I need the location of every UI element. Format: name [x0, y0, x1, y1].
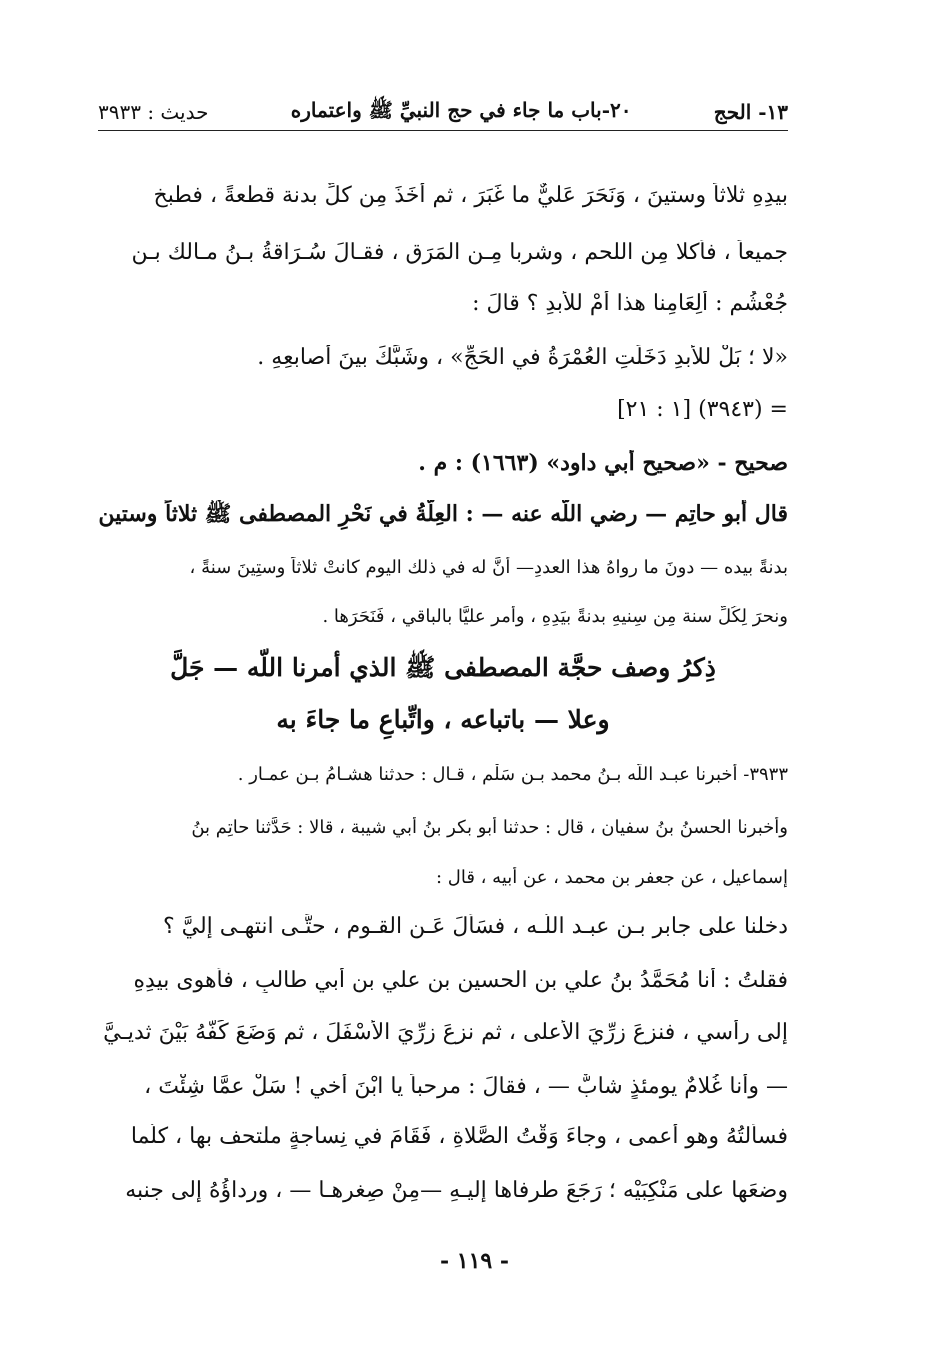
reference-line: = (٣٩٤٣) [١ : ٢١] — [617, 397, 788, 422]
chapter-title: ٢٠-باب ما جاء في حج النبيِّ ﷺ واعتماره — [290, 97, 632, 122]
section-title: وعلا — باتباعه ، واتِّباعِ ما جاءَ به — [276, 705, 610, 734]
grading-line: صحيح - «صحيح أبي داود» (١٦٦٣) : م . — [418, 450, 788, 476]
hadith-number: حديث : ٣٩٣٣ — [98, 100, 209, 124]
commentary-line: قال أبو حاتِم — رضي اللّه عنه — : العِلَّةُ في نَحْرِ المصطفى ﷺ ثلاثاً وستين — [98, 501, 788, 527]
section-title: ذِكرُ وصف حجَّة المصطفى ﷺ الذي أمرنا اللّه — جَلَّ — [170, 653, 716, 682]
running-header — [98, 94, 788, 131]
text-line: «لا ؛ بَلْ للأبدِ دَخَلَتِ العُمْرَةُ في الحَجِّ» ، وشَبَّكَ بينَ أصابعِهِ . — [257, 345, 788, 370]
commentary-line: ونحرَ لِكُلِّ سنة مِن سِنيهِ بدنةً بيَدِهِ ، وأمر عليًّا بالباقي ، فَنَحَرَها . — [322, 606, 788, 627]
text-line: دخلنا على جابرِ بـنِ عبـد اللّـه ، فسَأَلَ عَـنِ القـومِ ، حتَّـى انتهـى إليَّ ؟ — [162, 914, 788, 939]
text-line: فقلتُ : أنا مُحَمَّدُ بنُ علي بنِ الحسين بن علي بن أبي طالبٍ ، فأهوى بيدِهِ — [133, 968, 788, 993]
book-title: ١٣- الحج — [713, 100, 788, 124]
text-line: وضعَها على مَنْكِبَيْه ؛ رَجَعَ طرفاها إليـهِ —مِنْ صِغرِهـا — ، ورداؤُهُ إلى جنبه — [125, 1178, 788, 1203]
text-line: إلى رأسي ، فنزعَ زرِّيَ الأعلى ، ثم نزعَ زرِّيَ الأَسْفَلَ ، ثم وَضَعَ كَفَّهُ بَيْنَ ثديـيَّ — [103, 1020, 788, 1045]
text-line: جُعْشُم : أَلِعَامِنا هذا أَمْ للأبدِ ؟ قالَ : — [472, 291, 788, 316]
text-line: — وأنا غُلامٌ يومئذٍ شابٌّ — ، فقالَ : مرحباً يا ابْنَ أخي ! سَلْ عمَّا شِئْتَ ، — [144, 1074, 788, 1099]
isnad-line: وأخبرنا الحسنُ بنُ سفيان ، قال : حدثنا أبو بكر بنُ أبي شيبة ، قالا : حَدَّثنا حاتِم بنُ — [191, 817, 788, 838]
text-line: جميعاً ، فأكلا مِن اللحم ، وشربا مِـن المَرَقِ ، فقـالَ سُـرَاقةُ بـنُ مـالك بـن — [131, 240, 788, 265]
text-line: بيدِهِ ثلاثاً وستينَ ، وَنَحَرَ عَليٌّ ما غَبَرَ ، ثم أَخَذَ مِن كلِّ بدنة قطعةً ، فطبخ — [153, 183, 788, 208]
commentary-line: بدنةً بيده — دونَ ما رواهُ هذا العددِ— أنَّ له في ذلك اليوم كانتْ ثلاثاً وستِينَ سنةً ، — [189, 557, 788, 578]
isnad-line: إسماعيل ، عن جعفر بن محمد ، عن أبيه ، قال : — [435, 867, 788, 888]
page-number: - ١١٩ - — [439, 1248, 510, 1274]
isnad-line: ٣٩٣٣- أخبرنا عبـد اللّه بـنُ محمد بـنِ سَلْمٍ ، قـال : حدثنا هشـامُ بـنِ عمـار . — [237, 764, 788, 785]
text-line: فسألتُهُ وهو أعمى ، وجاءَ وَقْتُ الصَّلاةِ ، فَقَامَ في نِساجةٍ ملتحف بها ، كلَّما — [130, 1124, 788, 1149]
